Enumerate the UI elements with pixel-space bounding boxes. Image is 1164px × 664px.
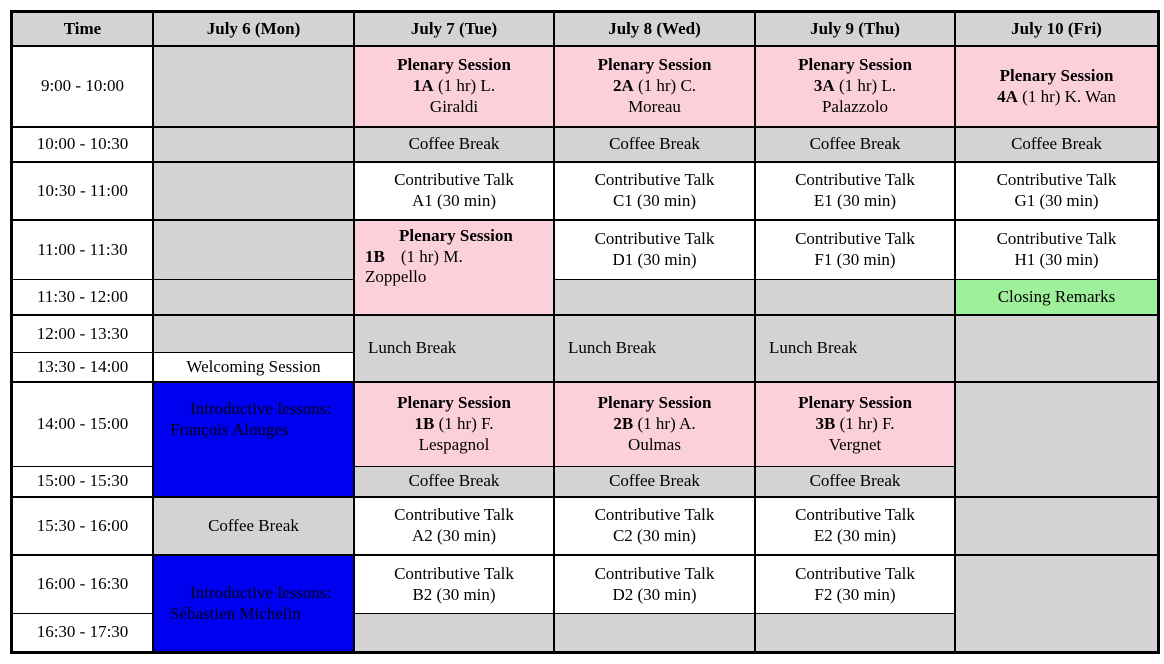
header-jul10: July 10 (Fri) (956, 13, 1157, 47)
cell-thu-coffee-pm: Coffee Break (756, 467, 956, 498)
cell-wed-lunch-break: Lunch Break (555, 316, 756, 383)
cell-mon-1200-empty (154, 316, 355, 353)
time-cell-1030: 10:30 - 11:00 (13, 163, 154, 221)
cell-mon-1130-empty (154, 280, 355, 316)
cell-wed-1130-empty (555, 280, 756, 316)
cell-mon-intro-lessons-michelin (154, 556, 355, 651)
cell-tue-talk-b2 (355, 556, 555, 614)
header-jul7: July 7 (Tue) (355, 13, 555, 47)
talk-line1: Contributive Talk (996, 229, 1117, 249)
cell-tue-plenary-1b-lespagnol (355, 383, 555, 467)
talk-line2: F2 (30 min) (814, 584, 896, 604)
plenary-speaker: Moreau (628, 96, 681, 116)
cell-tue-talk-a2 (355, 498, 555, 556)
row-0900 (13, 47, 1157, 128)
plenary-speaker: Oulmas (628, 434, 681, 454)
cell-mon-0900-empty (154, 47, 355, 128)
plenary-detail: 2A (1 hr) C. (612, 76, 697, 96)
talk-line1: Contributive Talk (795, 505, 915, 525)
cell-mon-coffee-pm: Coffee Break (154, 498, 355, 556)
plenary-detail: 4A (1 hr) K. Wan (997, 86, 1116, 106)
cell-fri-1400-empty (956, 383, 1157, 498)
cell-tue-1630-empty (355, 614, 555, 651)
header-time: Time (13, 13, 154, 47)
plenary-speaker: Zoppello (365, 267, 427, 287)
talk-line2: C1 (30 min) (612, 191, 697, 210)
plenary-detail: 3A (1 hr) L. (813, 76, 897, 96)
talk-line2: E2 (30 min) (813, 526, 897, 545)
plenary-detail: 1B (1 hr) F. (414, 414, 494, 434)
cell-wed-1630-empty (555, 614, 756, 651)
cell-fri-talk-h1 (956, 221, 1157, 280)
talk-line1: Contributive Talk (996, 170, 1117, 190)
row-1130 (13, 280, 1157, 316)
cell-thu-lunch-break: Lunch Break (756, 316, 956, 383)
talk-line1: Contributive Talk (795, 563, 915, 583)
cell-wed-talk-c2 (555, 498, 756, 556)
plenary-detail: 1A (1 hr) L. (412, 76, 496, 96)
talk-line2: D1 (30 min) (612, 250, 697, 269)
cell-thu-talk-f1 (756, 221, 956, 280)
time-cell-1600: 16:00 - 16:30 (13, 556, 154, 614)
cell-fri-coffee-am: Coffee Break (956, 128, 1157, 163)
row-1030 (13, 163, 1157, 221)
cell-tue-plenary-1b-zoppello (355, 221, 555, 316)
talk-line2: A1 (30 min) (411, 191, 497, 210)
time-cell-1000: 10:00 - 10:30 (13, 128, 154, 163)
cell-mon-1000-empty (154, 128, 355, 163)
time-cell-1130: 11:30 - 12:00 (13, 280, 154, 316)
cell-thu-1130-empty (756, 280, 956, 316)
time-cell-0900: 9:00 - 10:00 (13, 47, 154, 128)
time-cell-1200: 12:00 - 13:30 (13, 316, 154, 353)
talk-line1: Contributive Talk (795, 229, 915, 249)
cell-thu-coffee-am: Coffee Break (756, 128, 956, 163)
plenary-speaker: Giraldi (429, 96, 479, 116)
talk-line1: Contributive Talk (594, 229, 715, 249)
row-1400 (13, 383, 1157, 467)
time-cell-1630: 16:30 - 17:30 (13, 614, 154, 651)
cell-tue-plenary-1a (355, 47, 555, 128)
talk-line2: D2 (30 min) (612, 584, 697, 604)
cell-wed-plenary-2b (555, 383, 756, 467)
talk-line1: Contributive Talk (594, 563, 715, 583)
row-1600 (13, 556, 1157, 614)
talk-line1: Contributive Talk (394, 563, 514, 583)
cell-fri-closing-remarks: Closing Remarks (956, 280, 1157, 316)
plenary-title: Plenary Session (597, 393, 712, 413)
cell-mon-welcoming-session: Welcoming Session (154, 353, 355, 383)
row-1530 (13, 498, 1157, 556)
talk-line2: F1 (30 min) (814, 250, 896, 269)
header-jul9: July 9 (Thu) (756, 13, 956, 47)
lesson-text: Introductive lessons: François Alouges (170, 399, 332, 439)
cell-thu-talk-f2 (756, 556, 956, 614)
time-cell-1100: 11:00 - 11:30 (13, 221, 154, 280)
conference-schedule-table (10, 10, 1160, 654)
talk-line2: E1 (30 min) (813, 191, 897, 210)
cell-thu-talk-e1 (756, 163, 956, 221)
cell-mon-1030-empty (154, 163, 355, 221)
talk-line1: Contributive Talk (795, 170, 915, 190)
time-cell-1400: 14:00 - 15:00 (13, 383, 154, 467)
plenary-detail: 3B (1 hr) F. (815, 414, 895, 434)
cell-fri-talk-g1 (956, 163, 1157, 221)
cell-wed-talk-d1 (555, 221, 756, 280)
plenary-title: Plenary Session (798, 393, 912, 413)
cell-wed-coffee-pm: Coffee Break (555, 467, 756, 498)
plenary-title: Plenary Session (397, 393, 511, 413)
talk-line1: Contributive Talk (594, 505, 715, 525)
cell-fri-1530-empty (956, 498, 1157, 556)
cell-fri-1200-empty (956, 316, 1157, 383)
cell-fri-plenary-4a (956, 47, 1157, 128)
talk-line1: Contributive Talk (394, 505, 514, 525)
cell-mon-intro-lessons-alouges (154, 383, 355, 498)
header-row (13, 13, 1157, 47)
plenary-title: Plenary Session (597, 55, 712, 75)
cell-fri-1600-empty (956, 556, 1157, 651)
plenary-title: Plenary Session (397, 55, 511, 75)
talk-line2: H1 (30 min) (1014, 250, 1099, 269)
cell-wed-talk-d2 (555, 556, 756, 614)
row-1200 (13, 316, 1157, 353)
lesson-text: Introductive lessons: Sébastien Michelin (170, 582, 332, 623)
talk-line1: Contributive Talk (594, 170, 715, 190)
time-cell-1530: 15:30 - 16:00 (13, 498, 154, 556)
header-jul8: July 8 (Wed) (555, 13, 756, 47)
cell-tue-coffee-am: Coffee Break (355, 128, 555, 163)
cell-thu-plenary-3a (756, 47, 956, 128)
cell-thu-1630-empty (756, 614, 956, 651)
row-1000 (13, 128, 1157, 163)
plenary-title: Plenary Session (999, 65, 1114, 85)
plenary-speaker: Lespagnol (418, 434, 490, 454)
plenary-title: Plenary Session (399, 226, 513, 245)
plenary-title: Plenary Session (798, 55, 912, 75)
talk-line1: Contributive Talk (394, 170, 514, 190)
time-cell-1500: 15:00 - 15:30 (13, 467, 154, 498)
talk-line2: B2 (30 min) (412, 584, 496, 604)
talk-line2: C2 (30 min) (612, 526, 697, 545)
cell-mon-1100-empty (154, 221, 355, 280)
time-cell-1330: 13:30 - 14:00 (13, 353, 154, 383)
plenary-speaker: Palazzolo (821, 96, 889, 116)
plenary-speaker: Vergnet (828, 434, 882, 454)
cell-tue-talk-a1 (355, 163, 555, 221)
header-jul6: July 6 (Mon) (154, 13, 355, 47)
cell-thu-talk-e2 (756, 498, 956, 556)
cell-tue-lunch-break: Lunch Break (355, 316, 555, 383)
cell-wed-talk-c1 (555, 163, 756, 221)
row-1100 (13, 221, 1157, 280)
cell-wed-plenary-2a (555, 47, 756, 128)
talk-line2: A2 (30 min) (411, 526, 497, 545)
plenary-detail: 2B (1 hr) A. (613, 414, 696, 434)
cell-tue-coffee-pm: Coffee Break (355, 467, 555, 498)
plenary-detail: 1B (1 hr) M. (365, 246, 463, 266)
cell-wed-coffee-am: Coffee Break (555, 128, 756, 163)
talk-line2: G1 (30 min) (1014, 191, 1099, 210)
cell-thu-plenary-3b (756, 383, 956, 467)
